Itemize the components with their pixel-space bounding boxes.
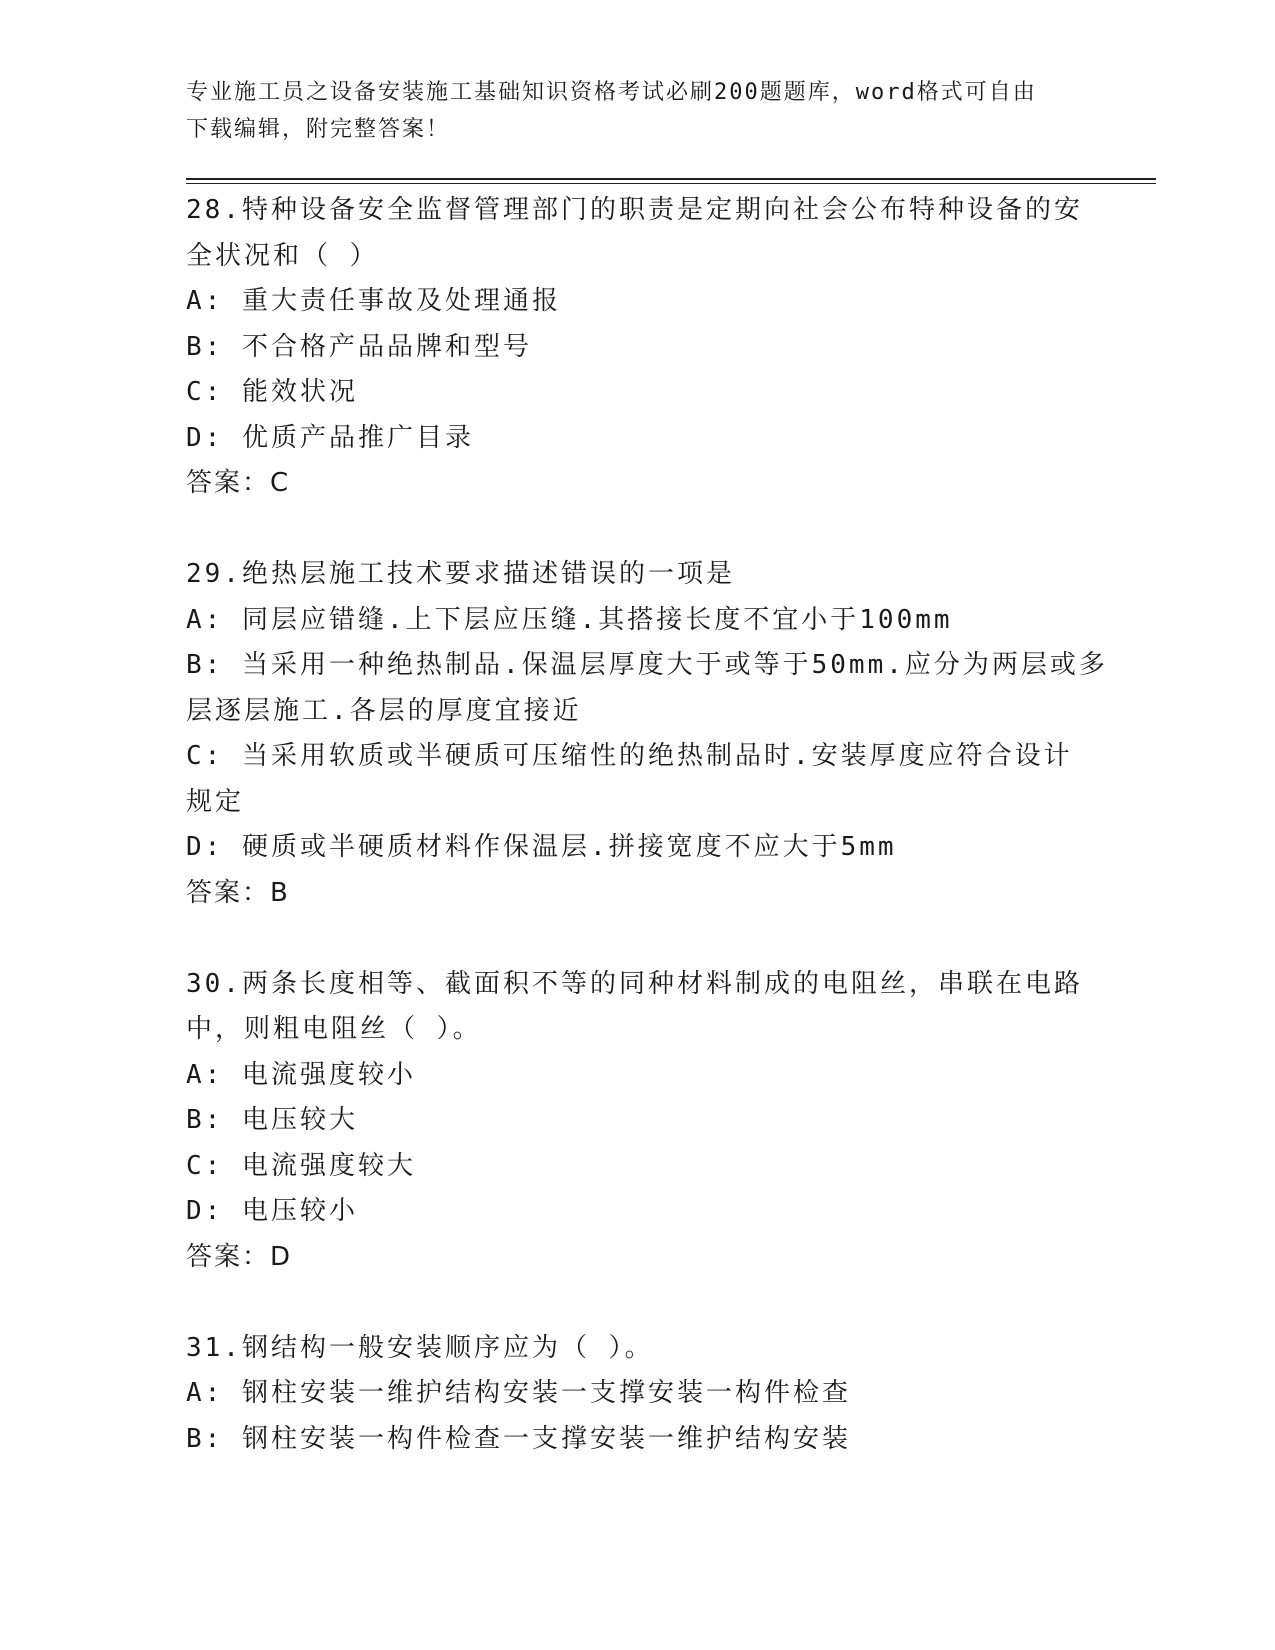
question-30 xyxy=(186,962,1086,1281)
spacer xyxy=(186,1280,1086,1326)
option-a: A: 重大责任事故及处理通报 xyxy=(186,286,561,316)
option-c-continued: 规定 xyxy=(186,786,245,817)
option-d: D: 优质产品推广目录 xyxy=(186,422,474,453)
option-b: B: 不合格产品品牌和型号 xyxy=(186,331,532,362)
answer-label: 答案：B xyxy=(186,877,290,908)
answer-label: 答案：C xyxy=(186,468,291,498)
document-header xyxy=(186,74,1086,148)
option-c: C: 当采用软质或半硬质可压缩性的绝热制品时.安装厚度应符合设计 xyxy=(186,741,1073,771)
option-a: A: 钢柱安装一维护结构安装一支撑安装一构件检查 xyxy=(186,1378,851,1408)
option-d: D: 电压较小 xyxy=(186,1196,358,1226)
question-list xyxy=(186,188,1108,1462)
header-line-1: 专业施工员之设备安装施工基础知识资格考试必刷200题题库，word格式可自由 xyxy=(186,80,1037,105)
question-stem: 31.钢结构一般安装顺序应为（ ）。 xyxy=(186,1332,654,1363)
spacer xyxy=(186,507,1086,553)
option-d: D: 硬质或半硬质材料作保温层.拼接宽度不应大于5mm xyxy=(186,832,897,862)
question-31 xyxy=(186,1326,1086,1463)
option-b: B: 钢柱安装一构件检查一支撑安装一维护结构安装 xyxy=(186,1423,851,1454)
question-29 xyxy=(186,552,1108,916)
header-line-2: 下载编辑，附完整答案！ xyxy=(186,117,451,142)
option-a: A: 同层应错缝.上下层应压缝.其搭接长度不宜小于100mm xyxy=(186,604,953,635)
header-divider-thin xyxy=(186,183,1156,184)
option-b: B: 电压较大 xyxy=(186,1105,358,1135)
option-a: A: 电流强度较小 xyxy=(186,1059,416,1090)
answer-label: 答案：D xyxy=(186,1241,293,1272)
question-stem-continued: 中，则粗电阻丝（ ）。 xyxy=(186,1014,482,1044)
question-stem-continued: 全状况和（ ） xyxy=(186,240,379,271)
spacer xyxy=(186,916,1086,962)
option-c: C: 电流强度较大 xyxy=(186,1150,416,1181)
option-c: C: 能效状况 xyxy=(186,377,358,407)
question-stem: 29.绝热层施工技术要求描述错误的一项是 xyxy=(186,559,735,589)
option-b-continued: 层逐层施工.各层的厚度宜接近 xyxy=(186,695,582,726)
question-stem: 30.两条长度相等、截面积不等的同种材料制成的电阻丝，串联在电路 xyxy=(186,968,1083,999)
question-stem: 28.特种设备安全监督管理部门的职责是定期向社会公布特种设备的安 xyxy=(186,195,1083,225)
option-b: B: 当采用一种绝热制品.保温层厚度大于或等于50mm.应分为两层或多 xyxy=(186,650,1108,680)
header-divider-thick xyxy=(186,178,1156,180)
question-28 xyxy=(186,188,1086,507)
